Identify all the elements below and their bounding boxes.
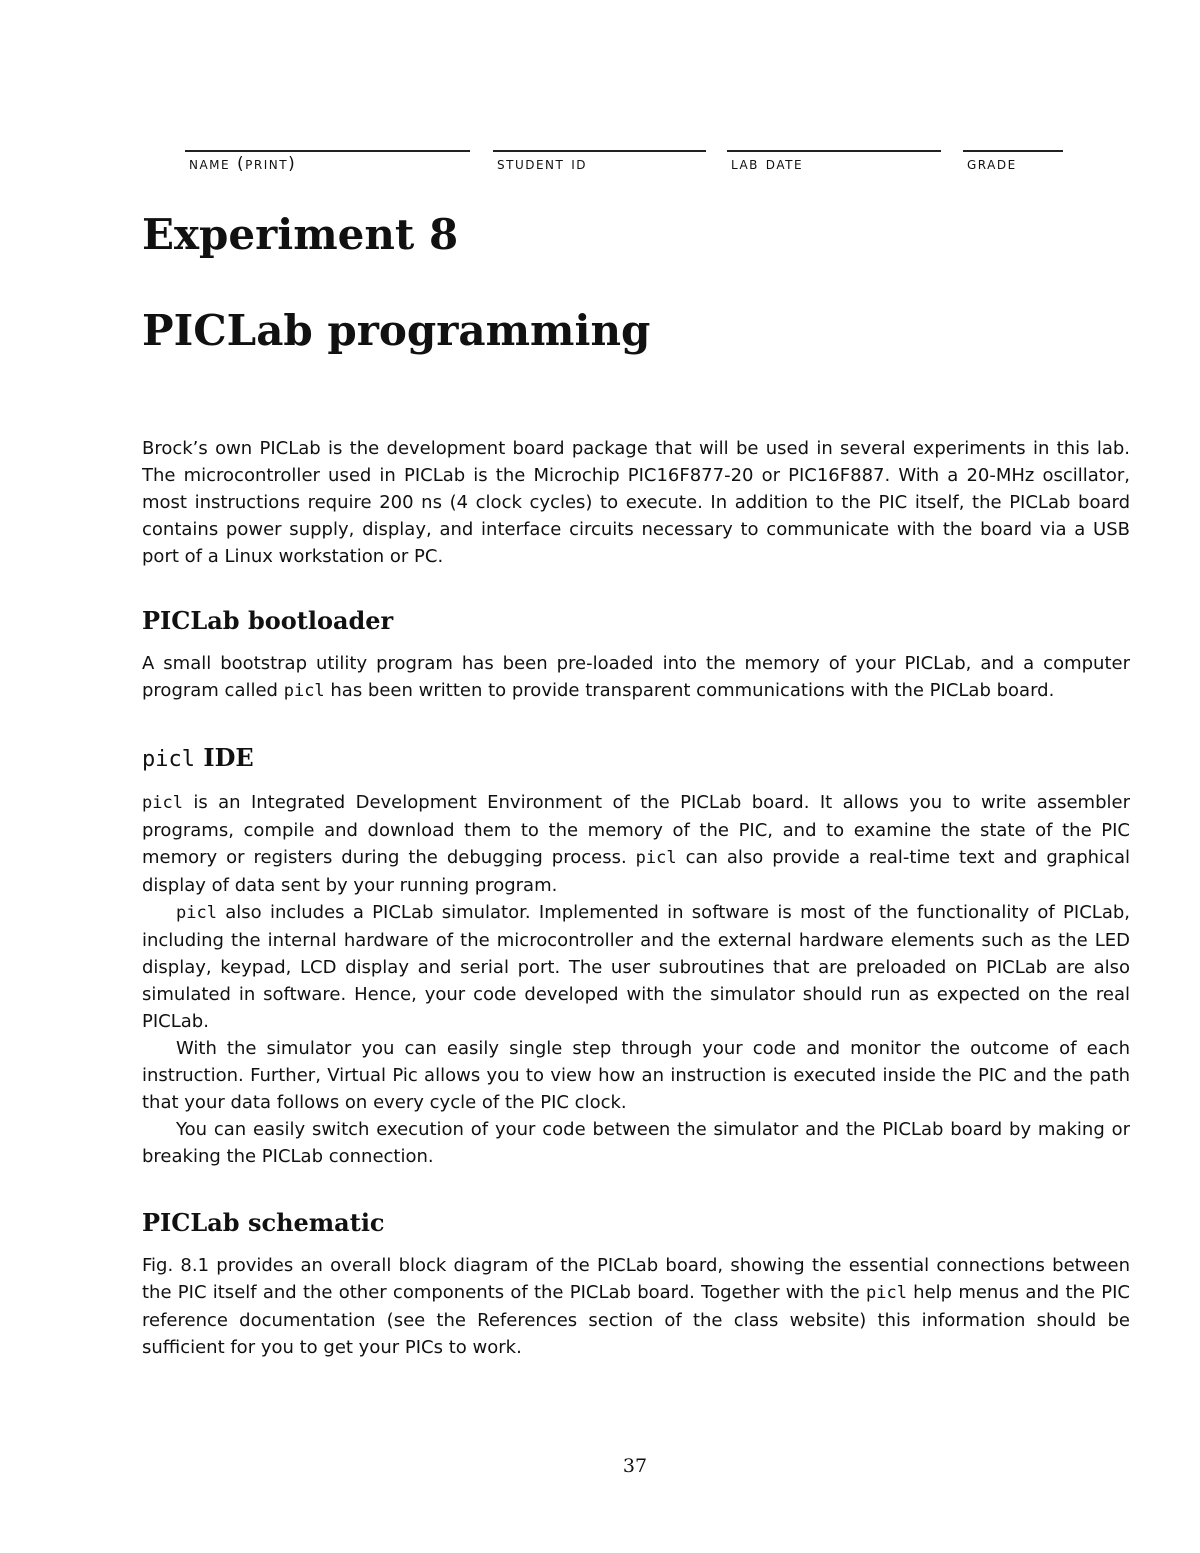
picl-code: picl bbox=[635, 848, 677, 868]
section-heading-schematic: PICLab schematic bbox=[142, 1208, 385, 1237]
section-heading-bootloader: PICLab bootloader bbox=[142, 606, 394, 635]
intro-paragraph: Brock’s own PICLab is the development board package that will be used in several experiments in this lab. The microcontroller used in PICLab is the Microchip PIC16F877-20 or PIC16F887. With a 20-MHz oscillator, most instructions require 200 ns (4 clock cycles) to execute. In addition to the PIC itself, the PICLab board contains power supply, display, and interface circuits necessary to communicate with the board via a USB port of a Linux workstation or PC. bbox=[142, 438, 1130, 567]
ide-p1-text-2: can also provide a real-time text and graphical display of data sent by your running program. bbox=[142, 847, 1130, 896]
chapter-label: Experiment 8 bbox=[142, 210, 459, 259]
ide-paragraph-2 bbox=[142, 899, 1130, 1035]
picl-code: picl bbox=[142, 747, 195, 772]
picl-code: picl bbox=[865, 1283, 907, 1303]
schematic-paragraph bbox=[142, 1252, 1130, 1361]
section-heading-ide bbox=[142, 743, 1130, 775]
name-print-field: name (print) bbox=[185, 150, 470, 174]
lab-date-field: lab date bbox=[727, 150, 941, 174]
page-number: 37 bbox=[622, 1455, 648, 1477]
student-id-field: student id bbox=[493, 150, 706, 174]
bootloader-paragraph bbox=[142, 650, 1130, 705]
ide-paragraph-1 bbox=[142, 789, 1130, 899]
ide-paragraph-4: You can easily switch execution of your code between the simulator and the PICLab board by making or breaking the PICLab connection. bbox=[142, 1119, 1130, 1167]
picl-code: picl bbox=[283, 681, 325, 701]
ide-heading-text: IDE bbox=[194, 743, 254, 772]
schematic-text-b: help menus and the PIC reference documentation (see the References section of the class website) this information should be sufficient for you to get your PICs to work. bbox=[142, 1282, 1130, 1358]
header-fields bbox=[185, 150, 1065, 190]
schematic-text-a: Fig. 8.1 provides an overall block diagram of the PICLab board, showing the essential connections between the PIC itself and the other components of the PICLab board. Together with the bbox=[142, 1255, 1130, 1303]
ide-paragraph-3: With the simulator you can easily single step through your code and monitor the outcome of each instruction. Further, Virtual Pic allows you to view how an instruction is executed inside the PIC and the path that your data follows on every cycle of the PIC clock. bbox=[142, 1038, 1130, 1113]
ide-p1-text-1: is an Integrated Development Environment of the PICLab board. It allows you to write assembler programs, compile and download them to the memory of the PIC, and to examine the state of the PIC memory or registers during the debugging process. bbox=[142, 792, 1130, 868]
picl-code: picl bbox=[142, 793, 183, 813]
ide-p2-text: also includes a PICLab simulator. Implemented in software is most of the functionality of PICLab, including the internal hardware of the microcontroller and the external hardware elements such as the LED display, keypad, LCD display and serial port. The user subroutines that are preloaded on PICLab are also simulated in software. Hence, your code developed with the simulator should run as expected on the real PICLab. bbox=[142, 902, 1130, 1032]
grade-field: grade bbox=[963, 150, 1063, 174]
bootloader-text-b: has been written to provide transparent communications with the PICLab board. bbox=[324, 680, 1055, 701]
chapter-title: PICLab programming bbox=[142, 306, 651, 355]
bootloader-text-a: A small bootstrap utility program has been pre-loaded into the memory of your PICLab, and a computer program called bbox=[142, 653, 1130, 701]
picl-code: picl bbox=[176, 903, 217, 923]
page-content bbox=[142, 435, 1130, 1361]
